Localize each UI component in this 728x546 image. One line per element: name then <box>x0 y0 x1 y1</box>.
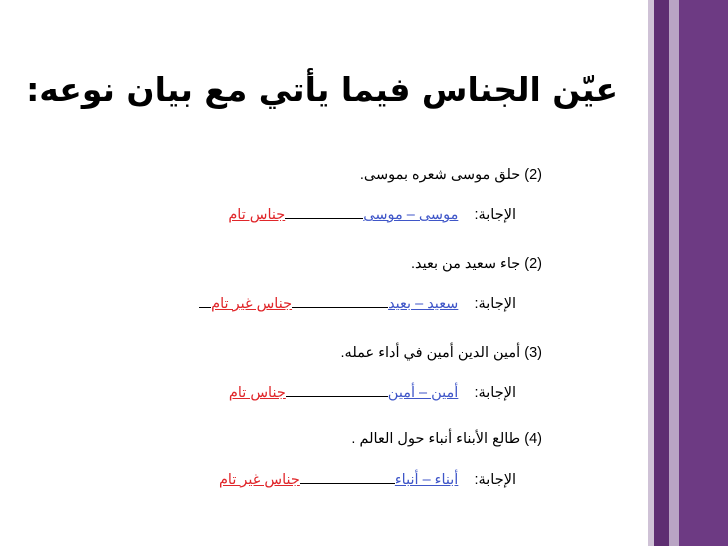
answer-2 <box>199 296 516 312</box>
answer-label: الإجابة: <box>474 207 516 223</box>
answer-label: الإجابة: <box>474 385 516 401</box>
answer-blank-line <box>286 395 388 397</box>
answer-blank-line <box>199 306 211 308</box>
answer-3 <box>229 385 516 401</box>
slide-title: عيّن الجناس فيما يأتي مع بيان نوعه: <box>26 70 618 109</box>
answer-type: جناس غير تام <box>211 296 293 312</box>
answer-4 <box>219 472 516 488</box>
question-2: (2) جاء سعيد من بعيد. <box>410 256 542 272</box>
sidebar-stripe-light <box>669 0 679 546</box>
answer-blank-line <box>300 482 395 484</box>
answer-blank-line <box>292 306 388 308</box>
answer-type: جناس تام <box>228 385 286 401</box>
question-4: (4) طالع الأبناء أنباء حول العالم . <box>351 431 542 447</box>
answer-words: موسى – موسى <box>363 207 459 223</box>
answer-words: أبناء – أنباء <box>394 472 459 488</box>
answer-label: الإجابة: <box>474 472 516 488</box>
answer-words: أمين – أمين <box>387 385 459 401</box>
answer-type: جناس غير تام <box>218 472 300 488</box>
answer-words: سعيد – بعيد <box>388 296 459 312</box>
sidebar-stripe-dark <box>654 0 669 546</box>
question-1: (2) حلق موسى شعره بموسى. <box>359 167 542 183</box>
question-3: (3) أمين الدين أمين في أداء عمله. <box>340 345 542 361</box>
answer-1 <box>228 207 516 223</box>
answer-blank-line <box>285 217 363 219</box>
answer-label: الإجابة: <box>474 296 516 312</box>
answer-type: جناس تام <box>228 207 286 223</box>
sidebar-stripe-purple <box>679 0 728 546</box>
